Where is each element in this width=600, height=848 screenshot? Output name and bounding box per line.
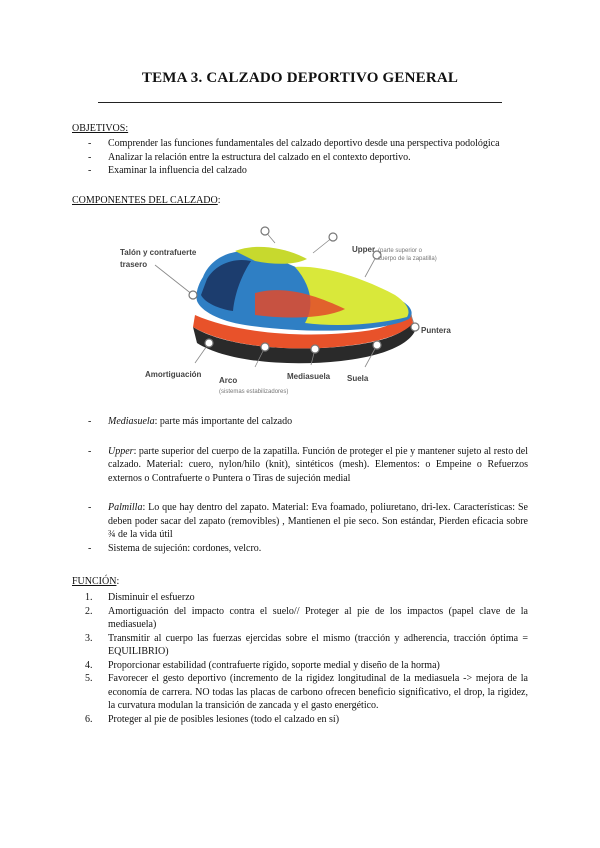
list-item: - Examinar la influencia del calzado <box>88 165 247 176</box>
list-item: 6. Proteger al pie de posibles lesiones (todo el calzado en sí) <box>85 713 340 725</box>
componentes-list <box>72 415 528 555</box>
label-puntera: Puntera <box>421 326 451 335</box>
list-item: - Upper: parte superior del cuerpo de la zapatilla. Función de proteger el pie y mantener sujeto al resto del calzado. Material: cuero, nylon/hilo (knit), sintéticos (mesh). Elementos: o Empeine o Refuerzos externos o Contrafuerte o Puntera o Tiras de sujeción medial <box>88 445 528 484</box>
shoe-diagram <box>115 215 475 405</box>
label-suela: Suela <box>347 374 369 383</box>
list-item: - Palmilla: Lo que hay dentro del zapato. Material: Eva foamado, poliuretano, dri-lex. Características: Se deben poder sacar del zapato (removibles) , Mantienen el pie seco. Son estándar, Pierden eficacia sobre ¾ de la vida útil <box>88 502 528 540</box>
label-upper-note-2: cuerpo de la zapatilla) <box>378 256 437 262</box>
label-mediasuela: Mediasuela <box>287 372 331 381</box>
list-item: 3. Transmitir al cuerpo las fuerzas ejercidas sobre el mismo (tracción y adherencia, tracción óptima = EQUILIBRIO) <box>85 632 528 657</box>
componentes-heading: COMPONENTES DEL CALZADO: <box>72 195 221 206</box>
list-item: 2. Amortiguación del impacto contra el suelo// Proteger al pie de los impactos (papel clave de la mediasuela) <box>85 605 528 630</box>
label-upper: Upper <box>352 245 376 254</box>
label-upper-note: (parte superior o <box>378 248 423 254</box>
objetivos-heading: OBJETIVOS: <box>72 123 129 134</box>
label-talon-2: trasero <box>120 260 148 269</box>
list-item: - Sistema de sujeción: cordones, velcro. <box>88 542 262 554</box>
list-item: - Mediasuela: parte más importante del calzado <box>88 416 293 427</box>
funcion-heading: FUNCIÓN: <box>72 576 120 587</box>
funcion-list <box>72 591 528 726</box>
label-talon: Talón y contrafuerte <box>120 248 197 257</box>
list-item: 1. Disminuir el esfuerzo <box>85 592 195 603</box>
title-rule <box>98 102 502 103</box>
objetivos-list <box>72 137 528 178</box>
page-title: TEMA 3. CALZADO DEPORTIVO GENERAL <box>141 70 459 86</box>
label-arco-note: (sistemas estabilizadores) <box>219 389 289 395</box>
list-item: - Comprender las funciones fundamentales del calzado deportivo desde una perspectiva podológica <box>88 138 500 149</box>
list-item: - Analizar la relación entre la estructura del calzado en el contexto deportivo. <box>88 151 411 163</box>
label-amortiguacion: Amortiguación <box>145 370 202 379</box>
label-arco: Arco <box>219 376 238 385</box>
shoe-illustration <box>193 247 415 363</box>
list-item: 5. Favorecer el gesto deportivo (incremento de la rigidez longitudinal de la mediasuela -> mejora de la economía de carrera. NO todas las placas de carbono ofrecen beneficio significativo, el drop, la rigidez, la curvatura modulan la transición de zancada y el gasto energético. <box>85 673 528 711</box>
list-item: 4. Proporcionar estabilidad (contrafuerte rígido, soporte medial y diseño de la horma) <box>85 659 440 671</box>
